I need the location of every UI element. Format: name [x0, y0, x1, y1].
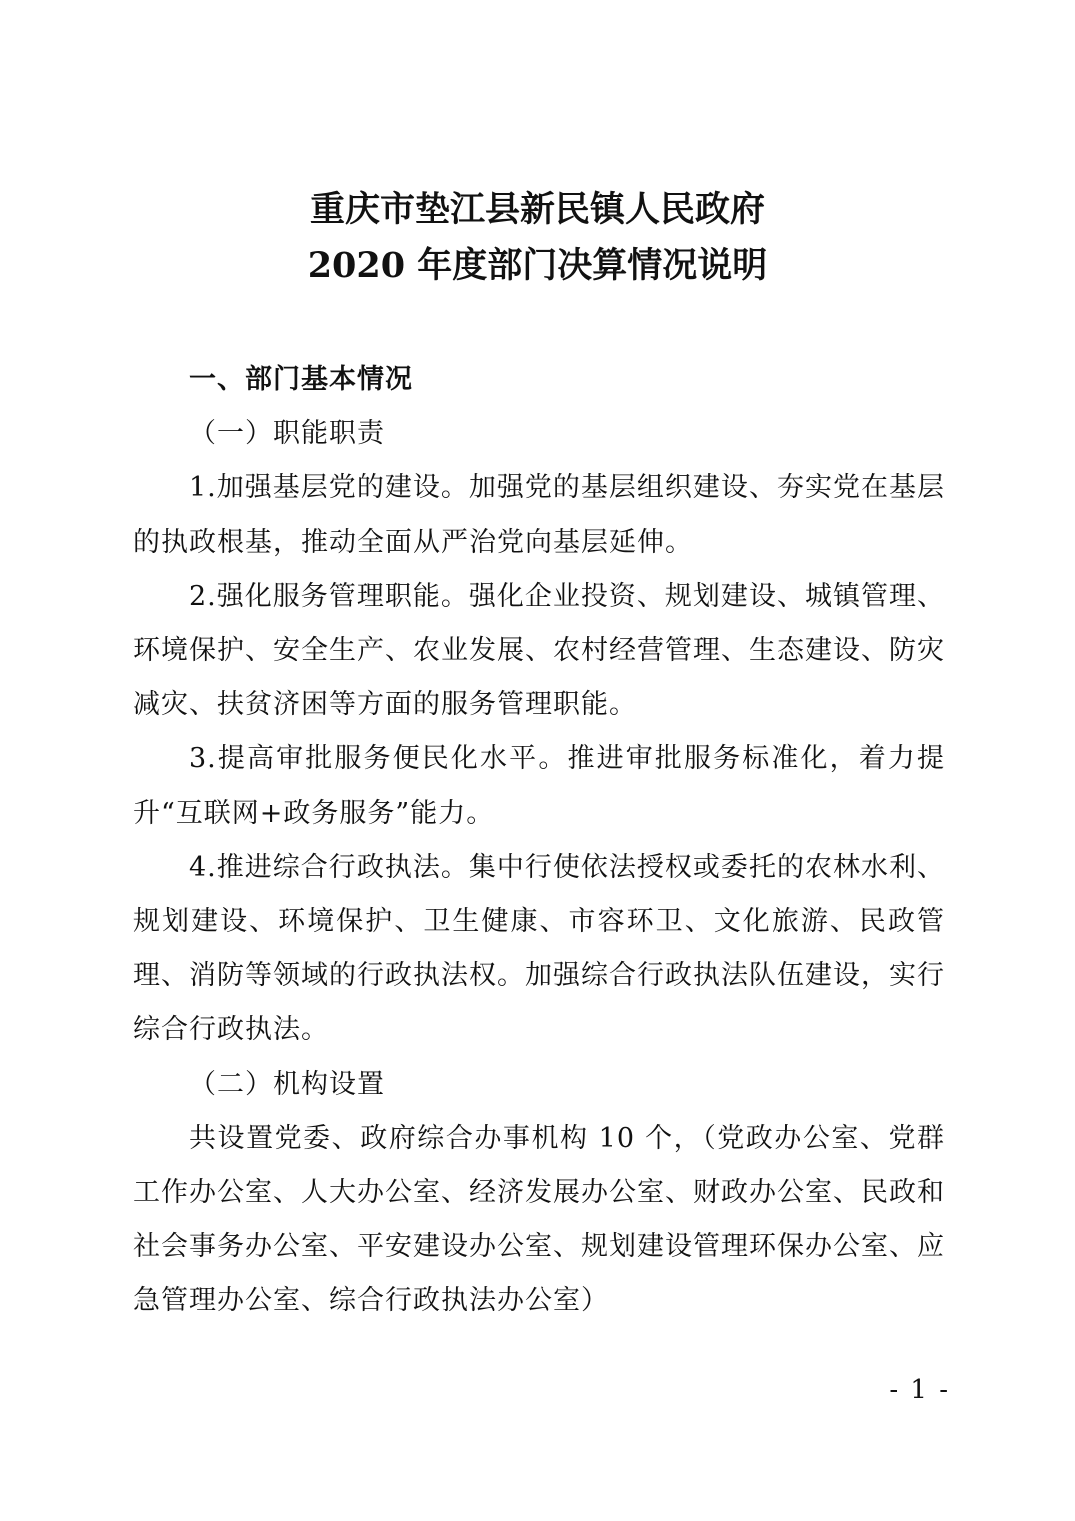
function-item-3: 3.提高审批服务便民化水平。推进审批服务标准化，着力提升“互联网+政务服务”能力。	[133, 743, 945, 829]
section-heading-basic-info: 一、部门基本情况	[189, 364, 413, 395]
function-item-4: 4.推进综合行政执法。集中行使依法授权或委托的农林水利、规划建设、环境保护、卫生健康、市容环卫、文化旅游、民政管理、消防等领域的行政执法权。加强综合行政执法队伍建设，实行综合行政执法。	[133, 851, 945, 1046]
document-title-line-1: 重庆市垫江县新民镇人民政府	[309, 189, 765, 230]
function-item-2: 2.强化服务管理职能。强化企业投资、规划建设、城镇管理、环境保护、安全生产、农业发展、农村经营管理、生态建设、防灾减灾、扶贫济困等方面的服务管理职能。	[133, 580, 945, 721]
document-body	[133, 353, 945, 1329]
subsection-heading-functions: （一）职能职责	[189, 418, 385, 450]
function-item-1: 1.加强基层党的建设。加强党的基层组织建设、夯实党在基层的执政根基，推动全面从严治党向基层延伸。	[133, 472, 945, 558]
organization-paragraph: 共设置党委、政府综合办事机构 10 个，（党政办公室、党群工作办公室、人大办公室、经济发展办公室、财政办公室、民政和社会事务办公室、平安建设办公室、规划建设管理环保办公室、应急管理办公室、综合行政执法办公室）	[133, 1122, 945, 1317]
subsection-heading-organization: （二）机构设置	[189, 1068, 385, 1100]
page-number: - 1 -	[889, 1375, 950, 1405]
document-title-line-2: 2020 年度部门决算情况说明	[307, 245, 768, 286]
